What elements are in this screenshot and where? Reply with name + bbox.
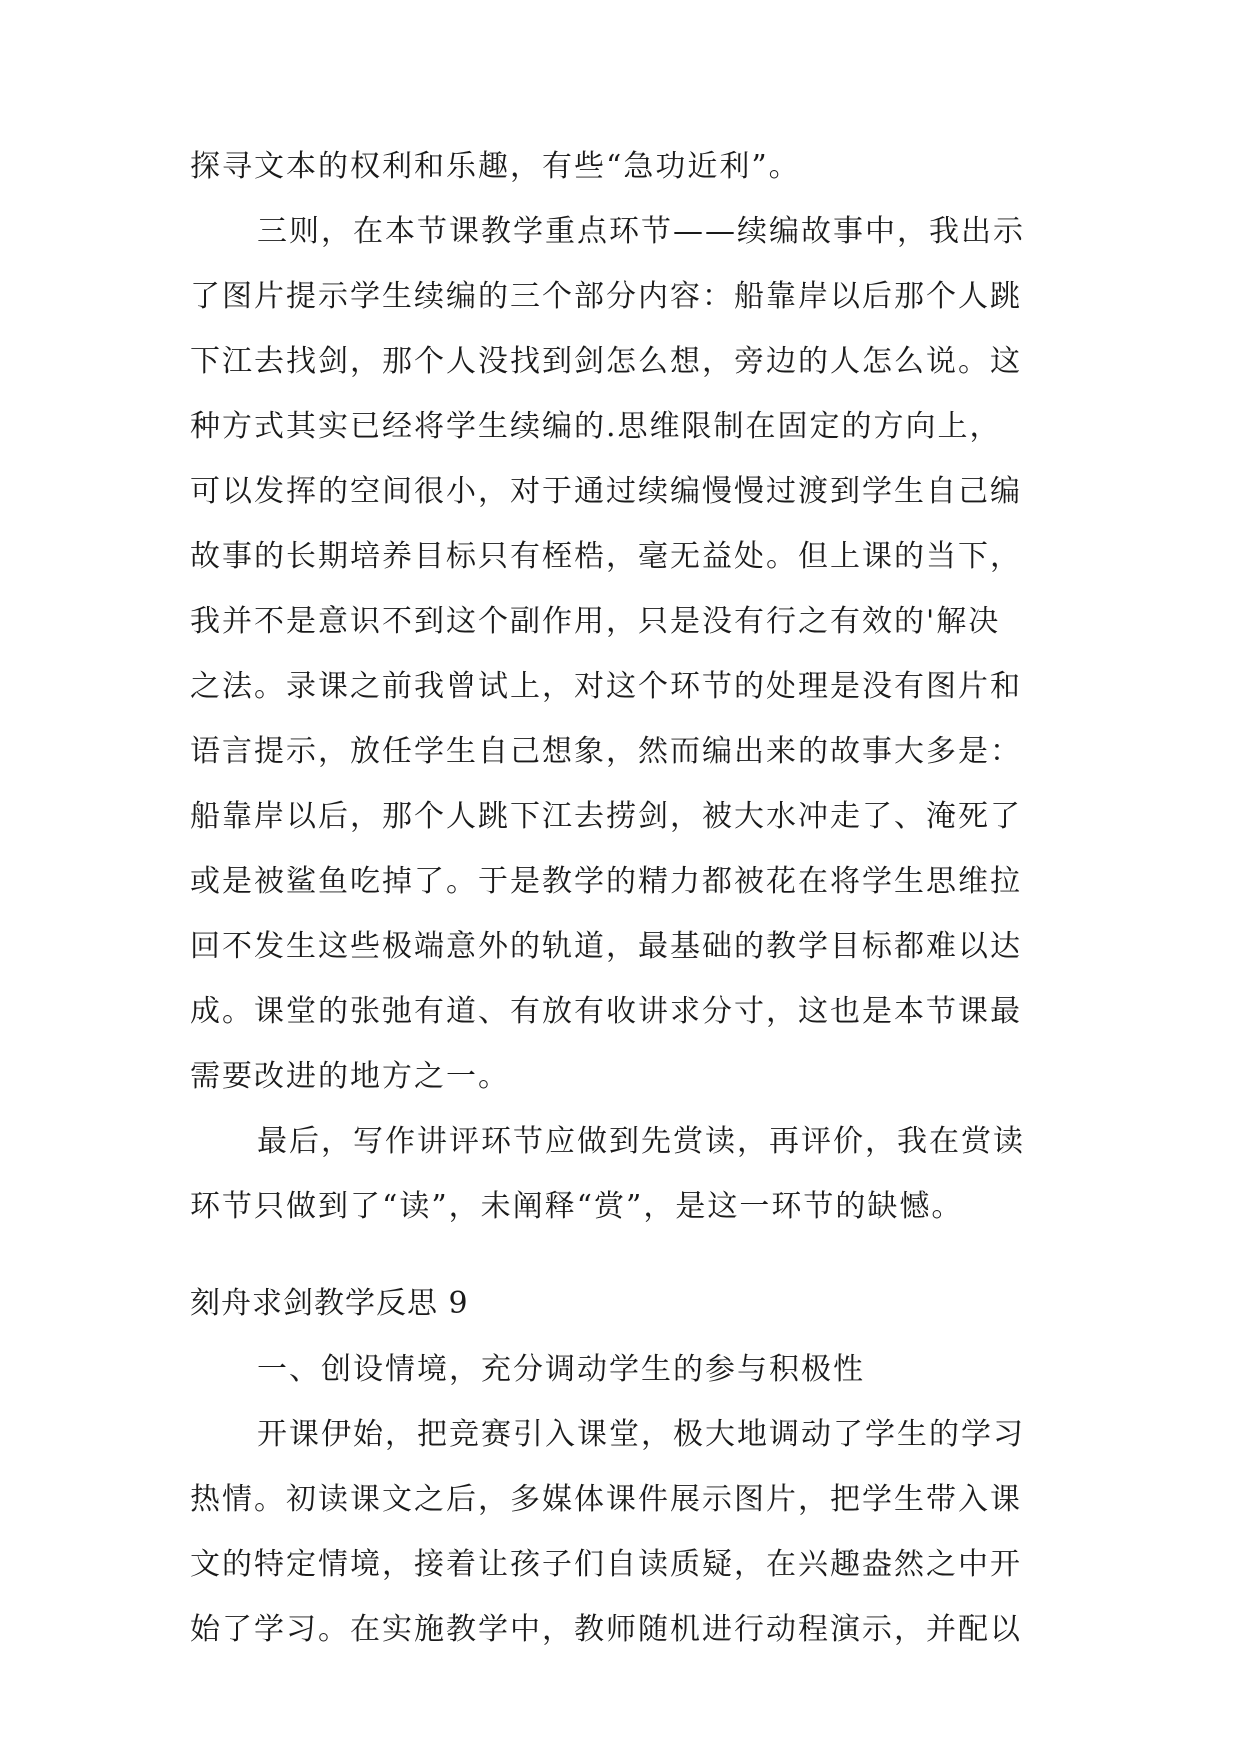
paragraph-line: 语言提示，放任学生自己想象，然而编出来的故事大多是： <box>190 734 1022 769</box>
paragraph-line: 探寻文本的权利和乐趣，有些“急功近利”。 <box>190 149 801 184</box>
paragraph-line: 船靠岸以后，那个人跳下江去捞剑，被大水冲走了、淹死了 <box>190 799 1022 834</box>
paragraph-line: 回不发生这些极端意外的轨道，最基础的教学目标都难以达 <box>190 929 1022 964</box>
paragraph-line: 环节只做到了“读”，未阐释“赏”，是这一环节的缺憾。 <box>190 1189 964 1224</box>
paragraph-line: 开课伊始，把竞赛引入课堂，极大地调动了学生的学习 <box>257 1417 1025 1452</box>
paragraph-line: 文的特定情境，接着让孩子们自读质疑，在兴趣盎然之中开 <box>190 1547 1022 1582</box>
paragraph-line: 故事的长期培养目标只有桎梏，毫无益处。但上课的当下， <box>190 539 1022 574</box>
paragraph-line: 成。课堂的张弛有道、有放有收讲求分寸，这也是本节课最 <box>190 994 1022 1029</box>
section-title: 刻舟求剑教学反思 9 <box>190 1286 469 1321</box>
paragraph-line: 了图片提示学生续编的三个部分内容：船靠岸以后那个人跳 <box>190 279 1022 314</box>
paragraph-line: 之法。录课之前我曾试上，对这个环节的处理是没有图片和 <box>190 669 1022 704</box>
paragraph-line: 热情。初读课文之后，多媒体课件展示图片，把学生带入课 <box>190 1482 1022 1517</box>
paragraph-line: 或是被鲨鱼吃掉了。于是教学的精力都被花在将学生思维拉 <box>190 864 1022 899</box>
paragraph-line: 可以发挥的空间很小，对于通过续编慢慢过渡到学生自己编 <box>190 474 1022 509</box>
paragraph-line: 最后，写作讲评环节应做到先赏读，再评价，我在赏读 <box>257 1124 1025 1159</box>
subheading-line: 一、创设情境，充分调动学生的参与积极性 <box>257 1352 865 1387</box>
paragraph-line: 下江去找剑，那个人没找到剑怎么想，旁边的人怎么说。这 <box>190 344 1022 379</box>
paragraph-line: 种方式其实已经将学生续编的.思维限制在固定的方向上， <box>190 409 1002 444</box>
paragraph-line: 需要改进的地方之一。 <box>190 1059 510 1094</box>
paragraph-line: 三则，在本节课教学重点环节——续编故事中，我出示 <box>257 214 1025 249</box>
paragraph-line: 始了学习。在实施教学中，教师随机进行动程演示，并配以 <box>190 1612 1022 1647</box>
paragraph-line: 我并不是意识不到这个副作用，只是没有行之有效的'解决 <box>190 604 1001 639</box>
